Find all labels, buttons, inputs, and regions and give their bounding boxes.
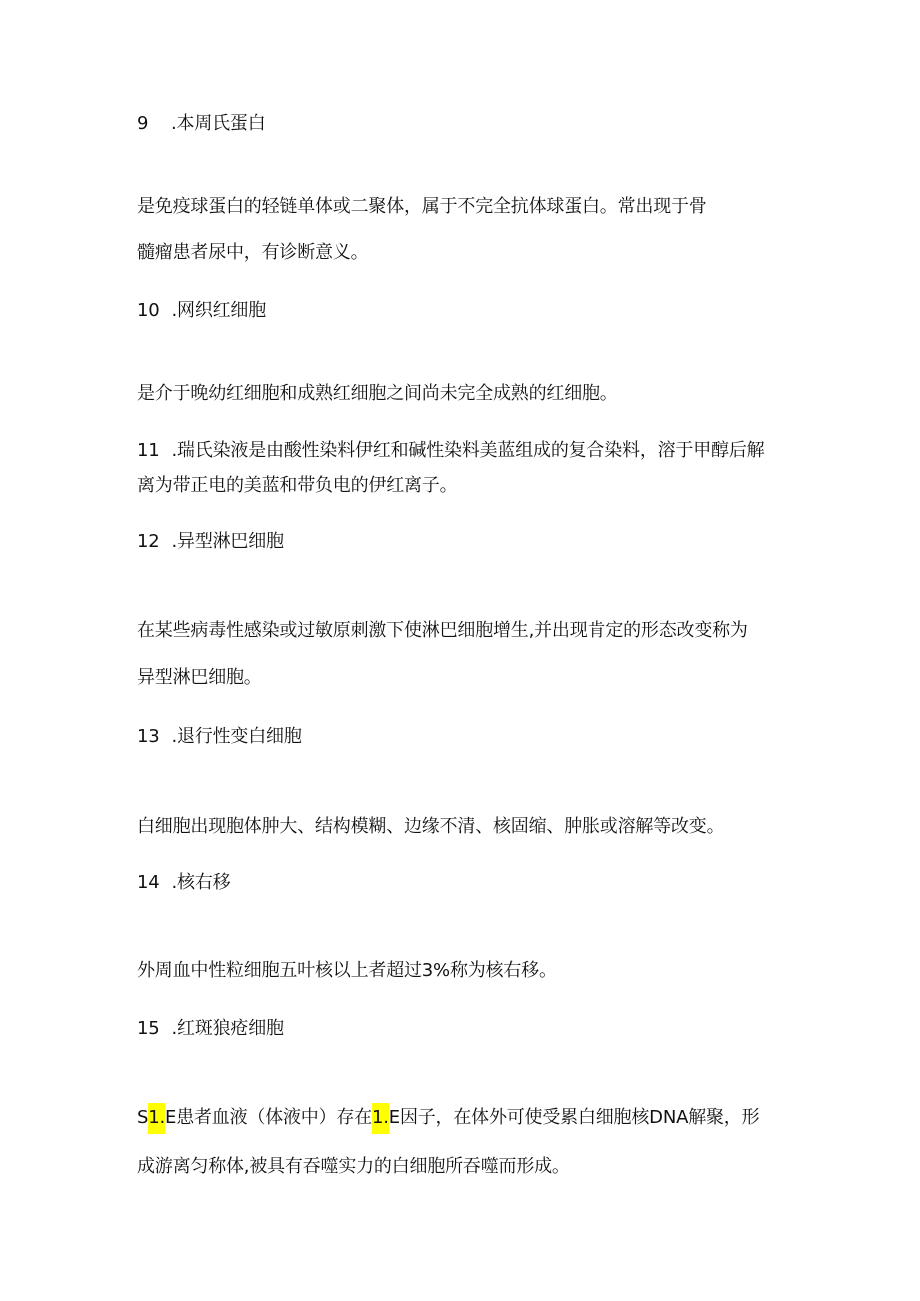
item-14-heading	[137, 870, 230, 896]
item-number: 12	[137, 531, 160, 552]
item-11-body-line-1: 离为带正电的美蓝和带负电的伊红离子。	[137, 475, 458, 496]
item-9-body-line-2: 髓瘤患者尿中，有诊断意义。	[137, 242, 369, 263]
item-number: 13	[137, 726, 160, 747]
item-number: 11	[137, 440, 160, 461]
item-title: .网织红细胞	[171, 300, 267, 321]
text-segment: E因子，在体外可使受累白细胞核DNA解聚，形	[388, 1107, 760, 1128]
item-15-body-line-2: 成游离匀称体,被具有吞噬实力的白细胞所吞噬而形成。	[137, 1156, 570, 1177]
item-number: 14	[137, 872, 160, 893]
item-12-body-line-1: 在某些病毒性感染或过敏原刺激下使淋巴细胞增生,并出现肯定的形态改变称为	[137, 620, 748, 641]
item-12-heading	[137, 529, 284, 555]
item-15-heading	[137, 1016, 284, 1042]
item-9-body-line-1: 是免疫球蛋白的轻链单体或二聚体，属于不完全抗体球蛋白。常出现于骨	[137, 196, 707, 217]
item-10-body-line-1: 是介于晚幼红细胞和成熟红细胞之间尚未完全成熟的红细胞。	[137, 383, 618, 404]
item-15-body-line-1	[137, 1105, 759, 1131]
item-title: .异型淋巴细胞	[171, 531, 284, 552]
item-13-heading	[137, 724, 302, 750]
item-title: .瑞氏染液是由酸性染料伊红和碱性染料美蓝组成的复合染料，溶于甲醇后解	[171, 440, 765, 461]
item-title: .核右移	[171, 872, 231, 893]
item-title: .本周氏蛋白	[171, 113, 266, 134]
highlighted-text: 1.	[148, 1103, 165, 1134]
item-9-heading	[137, 111, 266, 137]
item-14-body-line-1: 外周血中性粒细胞五叶核以上者超过3%称为核右移。	[137, 960, 557, 981]
item-number: 15	[137, 1018, 160, 1039]
item-11-heading	[137, 438, 764, 464]
highlighted-text: 1.	[372, 1103, 389, 1134]
item-number: 10	[137, 300, 160, 321]
text-segment: E患者血液（体液中）存在	[165, 1107, 372, 1128]
text-segment: S	[137, 1107, 149, 1128]
item-title: .红斑狼疮细胞	[171, 1018, 284, 1039]
item-10-heading	[137, 298, 266, 324]
item-13-body-line-1: 白细胞出现胞体肿大、结构模糊、边缘不清、核固缩、肿胀或溶解等改变。	[137, 816, 725, 837]
item-number: 9	[137, 113, 149, 134]
item-title: .退行性变白细胞	[171, 726, 302, 747]
item-12-body-line-2: 异型淋巴细胞。	[137, 667, 262, 688]
